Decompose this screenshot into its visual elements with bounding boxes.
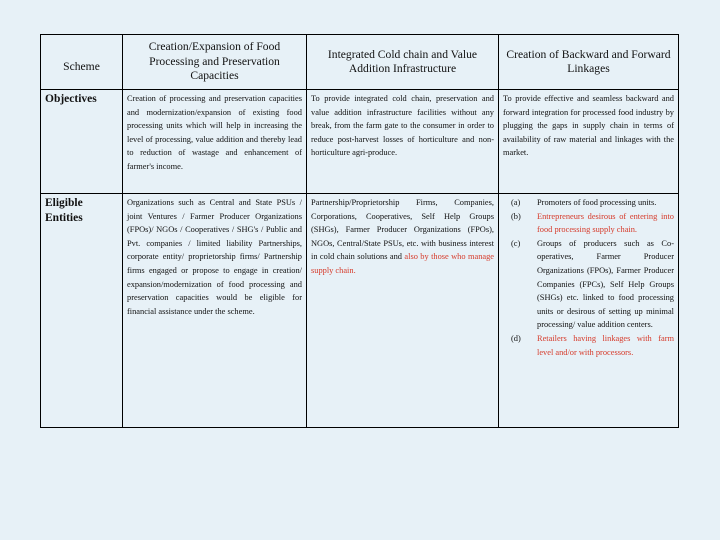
header-scheme: Scheme: [41, 35, 123, 90]
list-marker: (a): [511, 198, 521, 207]
list-item: [503, 237, 674, 332]
eligible-cold-chain: [307, 194, 499, 428]
objectives-linkages: To provide effective and seamless backward and forward integration for processed food industry by plugging the gaps in supply chain in terms of availability of raw material and linkages with the market.: [499, 90, 679, 194]
scheme-comparison-table: [40, 34, 679, 428]
list-item: [503, 332, 674, 359]
eligible-cold-chain-text: Partnership/Proprietorship Firms, Companies, Corporations, Cooperatives, Self Help Groups (SHGs), Farmer Producer Organizations (FPOs), NGOs, Central/State PSUs, etc. with business interest in cold chain solutions and: [311, 198, 494, 262]
eligible-cold-chain-highlight: also by those who manage supply chain.: [311, 252, 494, 275]
list-text: Retailers having linkages with farm level and/or with processors.: [537, 333, 674, 357]
list-item: [503, 210, 674, 237]
eligible-linkages-list: [503, 196, 674, 359]
objectives-food-processing: Creation of processing and preservation capacities and modernization/expansion of existing food processing units which will help in increasing the level of processing, value addition and thereby lead to reduction of wastage and enhancement of farmer's income.: [123, 90, 307, 194]
objectives-row: [41, 90, 679, 194]
list-item: [503, 196, 674, 210]
eligible-linkages: [499, 194, 679, 428]
list-text: Promoters of food processing units.: [537, 198, 657, 207]
eligible-food-processing: Organizations such as Central and State PSUs / joint Ventures / Farmer Producer Organizations (FPOs)/ NGOs / Cooperatives / SHG's / Public and Pvt. companies / limited liability Partnerships, corporate entity/ proprietorship firms/ Partnership firms engaged or propose to engage in creation/ expansion/modernization of food processing and preservation capacities would be eligible for financial assistance under the scheme.: [123, 194, 307, 428]
header-cold-chain: Integrated Cold chain and Value Addition Infrastructure: [307, 35, 499, 90]
list-marker: (c): [511, 238, 521, 248]
list-text: Entrepreneurs desirous of entering into food processing supply chain.: [537, 211, 674, 235]
eligible-label: Eligible Entities: [41, 194, 123, 428]
objectives-cold-chain: To provide integrated cold chain, preservation and value addition infrastructure facilities without any break, from the farm gate to the consumer in order to reduce post-harvest losses of horticulture and non-horticulture agri-produce.: [307, 90, 499, 194]
list-text: Groups of producers such as Co-operatives, Farmer Producer Organizations (FPOs), Farmer Producer Companies (FPCs), Self Help Groups (SHGs) etc. linked to food processing units or desirous of setting up minimal processing/ value addition centers.: [537, 238, 674, 330]
list-marker: (b): [511, 211, 521, 221]
header-row: [41, 35, 679, 90]
list-marker: (d): [511, 333, 521, 343]
header-linkages: Creation of Backward and Forward Linkages: [499, 35, 679, 90]
header-food-processing: Creation/Expansion of Food Processing and Preservation Capacities: [123, 35, 307, 90]
objectives-label: Objectives: [41, 90, 123, 194]
eligible-row: [41, 194, 679, 428]
